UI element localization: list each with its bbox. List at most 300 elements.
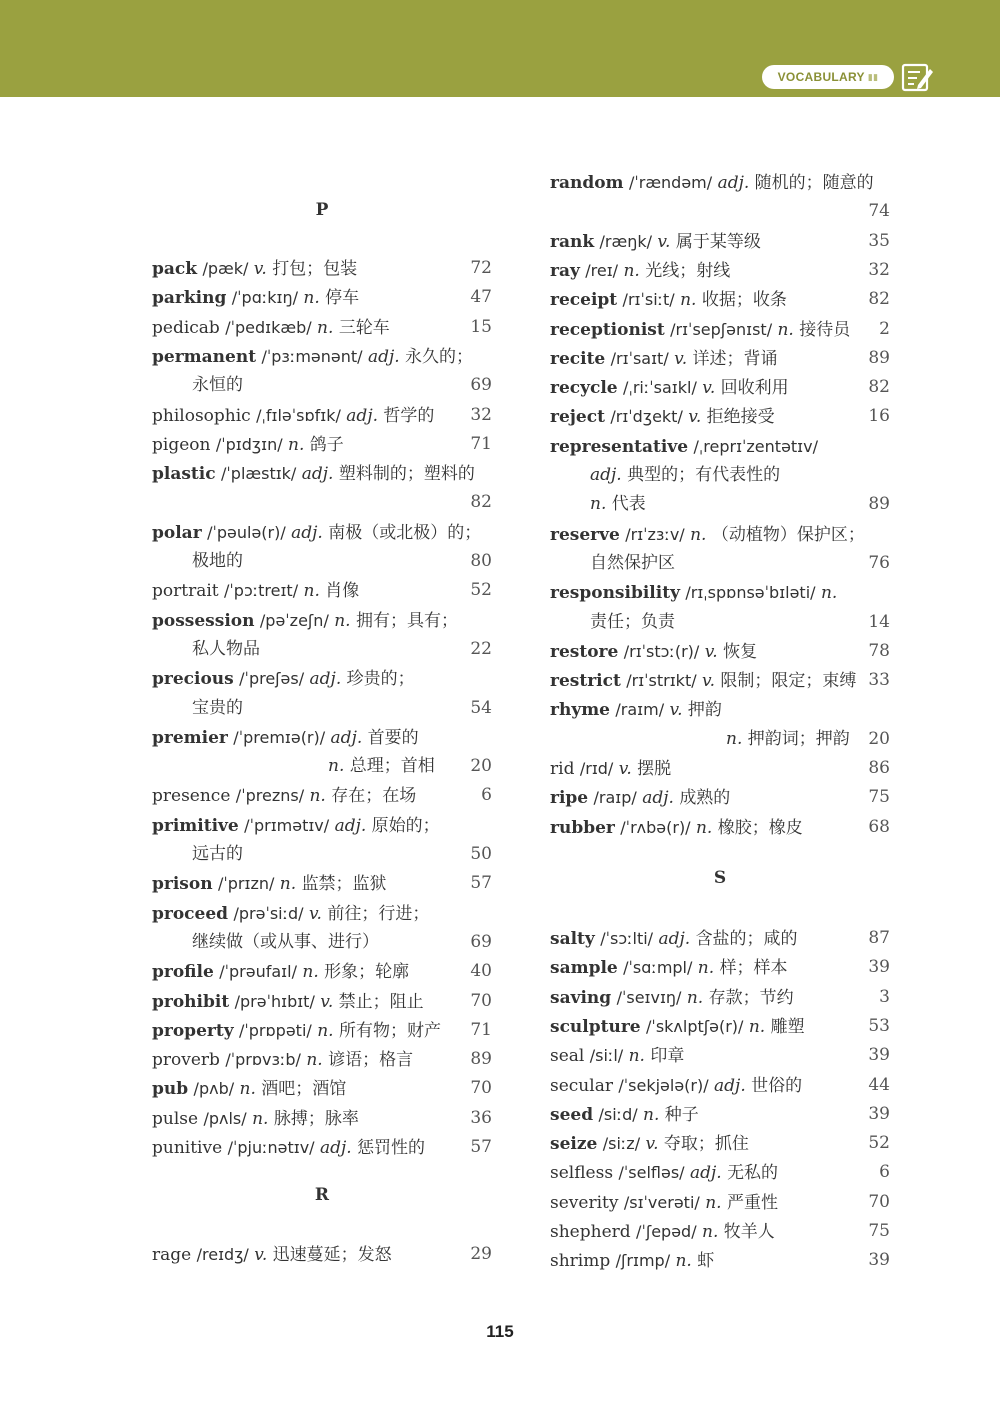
entry-body — [152, 1050, 413, 1070]
page-ref: 82 — [868, 289, 890, 310]
entry-seal — [550, 1041, 890, 1070]
page-ref: 39 — [868, 1250, 890, 1271]
pronunciation: /sɪˈverəti/ — [623, 1192, 700, 1212]
pronunciation: /rɪˈsepʃənɪst/ — [670, 319, 773, 339]
entry-body — [550, 1222, 775, 1242]
headword: shrimp — [550, 1251, 611, 1272]
part-of-speech: n. — [239, 1079, 256, 1100]
entry-body — [550, 437, 818, 457]
pronunciation: /ˈsɔːlti/ — [600, 929, 654, 948]
headword: recite — [550, 348, 606, 369]
headword: presence — [152, 786, 231, 807]
entry-continuation — [550, 608, 890, 637]
headword: portrait — [152, 581, 219, 602]
definition: 属于某等级 — [675, 231, 761, 252]
headword: possession — [152, 610, 255, 631]
pronunciation: /rɪd/ — [579, 759, 614, 778]
definition: 远古的 — [192, 844, 243, 864]
entry-body — [152, 904, 429, 924]
entry-seed — [550, 1100, 890, 1129]
pronunciation: /ˈplæstɪk/ — [221, 464, 297, 484]
part-of-speech: adj. — [346, 405, 378, 426]
entry-sculpture — [550, 1012, 890, 1041]
edit-note-icon[interactable] — [900, 60, 934, 94]
entry-body — [550, 1017, 805, 1037]
entry-body — [152, 844, 243, 864]
headword: rid — [550, 759, 575, 779]
entry-body — [550, 553, 675, 573]
part-of-speech: v. — [320, 991, 334, 1012]
definition: 恢复 — [723, 641, 758, 662]
part-of-speech: v. — [618, 759, 632, 779]
entry-precious — [152, 664, 492, 693]
entry-body — [550, 1134, 749, 1154]
part-of-speech: n. — [623, 260, 640, 281]
headword: prohibit — [152, 991, 230, 1012]
entry-body — [550, 700, 722, 720]
part-of-speech: n. — [317, 1020, 334, 1041]
entry-continuation — [152, 752, 492, 781]
definition: 代表 — [611, 494, 646, 515]
headword: prison — [152, 874, 213, 895]
entry-philosophic — [152, 401, 492, 430]
entry-prison — [152, 869, 492, 898]
part-of-speech: v. — [702, 378, 716, 399]
pronunciation: /ˈpɜːmənənt/ — [261, 346, 363, 366]
definition: 拥有；具有； — [356, 610, 458, 631]
entry-body — [152, 1245, 392, 1265]
part-of-speech: adj. — [367, 346, 400, 367]
part-of-speech: n. — [702, 1222, 719, 1242]
entry-continuation — [152, 488, 492, 517]
section-letter: R — [314, 1185, 330, 1205]
part-of-speech: n. — [820, 583, 838, 604]
pronunciation: /ˈpjuːnətɪv/ — [227, 1138, 315, 1157]
pronunciation: /ʃrɪmp/ — [615, 1251, 671, 1271]
pronunciation: /pʌls/ — [203, 1108, 247, 1128]
page-ref: 47 — [470, 287, 492, 308]
part-of-speech: v. — [308, 903, 322, 924]
headword: severity — [550, 1192, 619, 1213]
definition: 首要的 — [367, 727, 419, 748]
page-ref: 87 — [868, 928, 890, 948]
definition: （动植物）保护区； — [711, 524, 865, 545]
definition: 押韵词；押韵 — [747, 728, 850, 749]
page-ref: 6 — [481, 785, 492, 806]
page-ref: 71 — [470, 1019, 492, 1040]
vocabulary-badge[interactable] — [762, 65, 894, 89]
definition: 光线；射线 — [645, 260, 731, 281]
headword: restore — [550, 641, 619, 662]
entry-proceed — [152, 899, 492, 928]
entry-random — [550, 168, 890, 197]
entry-proverb — [152, 1045, 492, 1074]
entry-body — [152, 786, 416, 806]
headword: proverb — [152, 1050, 220, 1071]
part-of-speech: v. — [669, 700, 683, 721]
headword: receipt — [550, 290, 618, 311]
pronunciation: /ˈʃepəd/ — [636, 1222, 697, 1241]
pronunciation: /rɪˈstrɪkt/ — [626, 671, 697, 691]
page-ref: 35 — [868, 230, 890, 251]
entry-body — [550, 201, 590, 221]
part-of-speech: v. — [674, 348, 688, 369]
page-ref: 75 — [868, 1221, 890, 1241]
part-of-speech: adj. — [309, 669, 342, 690]
entry-pulse — [152, 1104, 492, 1133]
entry-body — [152, 347, 473, 367]
part-of-speech: v. — [254, 1245, 268, 1265]
entry-reserve — [550, 520, 890, 549]
entry-restore — [550, 637, 890, 666]
definition: 拒绝接受 — [706, 407, 775, 428]
headword: philosophic — [152, 405, 251, 426]
page-ref: 82 — [868, 377, 890, 398]
page-ref: 3 — [879, 986, 890, 1007]
entry-body — [550, 465, 780, 485]
pronunciation: /raɪm/ — [615, 700, 665, 720]
entry-recycle — [550, 373, 890, 402]
headword: secular — [550, 1075, 613, 1096]
headword: salty — [550, 929, 595, 949]
page-ref: 6 — [879, 1162, 890, 1183]
definition: 含盐的；咸的 — [695, 929, 798, 949]
entry-selfless — [550, 1158, 890, 1187]
part-of-speech: n. — [306, 1050, 323, 1071]
pronunciation: /ˈrændəm/ — [628, 173, 713, 192]
page-ref: 32 — [470, 404, 492, 425]
page-ref: 72 — [470, 258, 492, 278]
page-ref: 74 — [868, 201, 890, 222]
headword: profile — [152, 962, 214, 983]
definition: 随机的；随意的 — [754, 173, 874, 193]
pronunciation: /reɪdʒ/ — [196, 1245, 249, 1264]
headword: pub — [152, 1079, 189, 1100]
entry-body — [152, 1138, 425, 1158]
entry-secular — [550, 1071, 890, 1100]
definition: 收据；收条 — [701, 290, 787, 311]
entry-profile — [152, 957, 492, 986]
entry-body — [152, 375, 243, 395]
page-ref: 89 — [470, 1049, 492, 1070]
entry-body — [152, 639, 260, 659]
headword: representative — [550, 436, 689, 457]
headword: random — [550, 173, 624, 193]
part-of-speech: n. — [303, 581, 320, 602]
entry-body — [550, 1046, 684, 1066]
part-of-speech: n. — [726, 728, 743, 749]
pronunciation: /ˈpedɪkæb/ — [225, 317, 312, 337]
entry-body — [152, 756, 435, 776]
pronunciation: /rɪˈzɜːv/ — [625, 524, 685, 544]
definition: 三轮车 — [338, 317, 390, 338]
entry-body — [550, 671, 856, 691]
entry-body — [152, 992, 424, 1012]
entry-continuation — [550, 197, 890, 226]
headword: reject — [550, 407, 605, 428]
part-of-speech: v. — [657, 231, 671, 252]
page-ref: 39 — [868, 1045, 890, 1066]
pronunciation: /ˈrʌbə(r)/ — [620, 817, 691, 837]
definition: 世俗的 — [751, 1075, 803, 1096]
pronunciation: /ˈprɪmətɪv/ — [244, 815, 330, 835]
pronunciation: /rɪˈsiːt/ — [622, 290, 675, 310]
pronunciation: /prəˈsiːd/ — [233, 903, 304, 923]
part-of-speech: adj. — [319, 1138, 352, 1158]
part-of-speech: n. — [279, 874, 297, 895]
headword: pulse — [152, 1108, 199, 1129]
entry-body — [550, 759, 671, 779]
definition: 形象；轮廓 — [324, 962, 410, 983]
definition: 回收利用 — [720, 378, 789, 399]
entry-body — [152, 1021, 441, 1041]
part-of-speech: n. — [705, 1192, 722, 1213]
headword: seal — [550, 1046, 585, 1067]
definition: 虾 — [697, 1251, 715, 1272]
entry-responsibility — [550, 578, 890, 607]
page-ref: 89 — [868, 494, 890, 515]
pronunciation: /ˈprɪzn/ — [217, 874, 275, 894]
part-of-speech: v. — [704, 641, 718, 662]
definition: 极地的 — [192, 551, 243, 571]
part-of-speech: n. — [690, 524, 707, 545]
pronunciation: /reɪ/ — [585, 260, 619, 280]
entry-presence — [152, 781, 492, 810]
pronunciation: /ˈseɪvɪŋ/ — [616, 987, 682, 1007]
definition: 鸽子 — [309, 434, 344, 455]
pronunciation: /ræŋk/ — [599, 231, 653, 251]
part-of-speech: n. — [748, 1016, 766, 1037]
pronunciation: /prəˈhɪbɪt/ — [234, 991, 315, 1011]
definition: 印章 — [650, 1046, 685, 1067]
page-ref: 52 — [470, 580, 492, 601]
part-of-speech: v. — [645, 1134, 659, 1155]
entry-body — [152, 492, 192, 512]
part-of-speech: adj. — [658, 929, 691, 949]
entry-body — [550, 1076, 802, 1096]
page-ref: 69 — [470, 375, 492, 396]
entry-restrict — [550, 666, 890, 695]
definition: 样；样本 — [719, 958, 788, 979]
entry-body — [550, 407, 775, 427]
entry-body — [550, 583, 837, 603]
part-of-speech: n. — [590, 494, 607, 515]
page-ref: 44 — [868, 1074, 890, 1095]
pronunciation: /rɪˌspɒnsəˈbɪləti/ — [685, 583, 816, 603]
page-ref: 33 — [868, 670, 890, 691]
headword: shepherd — [550, 1222, 631, 1242]
pronunciation: /ˈpɔːtreɪt/ — [224, 581, 299, 601]
entry-body — [550, 232, 761, 252]
entry-body — [152, 581, 359, 601]
entry-continuation — [152, 547, 492, 576]
pronunciation: /rɪˈstɔː(r)/ — [623, 641, 700, 661]
page-ref: 71 — [470, 433, 492, 454]
pronunciation: /siːd/ — [598, 1104, 638, 1124]
entry-body — [152, 464, 475, 484]
part-of-speech: n. — [628, 1046, 645, 1067]
entry-seize — [550, 1129, 890, 1158]
headword: ray — [550, 260, 580, 281]
entry-premier — [152, 723, 492, 752]
entry-body — [550, 642, 757, 662]
entry-body — [152, 288, 359, 308]
entry-saving — [550, 983, 890, 1012]
entry-body — [550, 958, 788, 978]
pronunciation: /ˈsɑːmpl/ — [623, 958, 693, 978]
part-of-speech: n. — [675, 1251, 692, 1272]
headword: rubber — [550, 817, 615, 838]
definition: 橡胶；橡皮 — [717, 817, 803, 838]
part-of-speech: adj. — [642, 788, 674, 809]
pronunciation: /ˈskʌlptʃə(r)/ — [646, 1016, 744, 1036]
entry-body — [152, 874, 387, 894]
definition: 种子 — [664, 1104, 699, 1125]
entry-body — [152, 669, 415, 689]
entry-rid — [550, 754, 890, 783]
definition: 牧羊人 — [723, 1222, 775, 1242]
part-of-speech: n. — [302, 962, 319, 983]
part-of-speech: n. — [334, 610, 351, 631]
entry-continuation — [550, 490, 890, 519]
pronunciation: /ˈselfləs/ — [618, 1163, 685, 1183]
part-of-speech: n. — [643, 1104, 660, 1125]
entry-body — [152, 932, 379, 952]
entry-ray — [550, 256, 890, 285]
pronunciation: /rɪˈdʒekt/ — [610, 407, 683, 427]
entry-permanent — [152, 342, 492, 371]
section-letter: P — [315, 200, 329, 220]
page-ref: 69 — [470, 931, 492, 952]
page-ref: 50 — [470, 844, 492, 864]
page-ref: 15 — [470, 316, 492, 337]
entry-receipt — [550, 285, 890, 314]
entry-possession — [152, 606, 492, 635]
entry-rubber — [550, 813, 890, 842]
entry-body — [550, 290, 787, 310]
entry-continuation — [152, 694, 492, 723]
part-of-speech: adj. — [717, 173, 750, 193]
page-ref: 52 — [868, 1133, 890, 1154]
section-letter: S — [713, 868, 727, 888]
entry-body — [550, 320, 850, 340]
entry-primitive — [152, 811, 492, 840]
part-of-speech: adj. — [714, 1075, 746, 1096]
page-ref: 75 — [868, 787, 890, 808]
headword: selfless — [550, 1163, 614, 1184]
entry-body — [152, 551, 243, 571]
part-of-speech: v. — [702, 671, 716, 692]
headword: responsibility — [550, 583, 680, 604]
pronunciation: /ˈprezns/ — [235, 786, 305, 806]
entry-salty — [550, 924, 890, 953]
part-of-speech: adj. — [301, 464, 334, 485]
part-of-speech: n. — [303, 288, 320, 309]
definition: 雕塑 — [770, 1016, 805, 1037]
entry-continuation — [152, 840, 492, 869]
header-bar — [0, 0, 1000, 97]
entry-sample — [550, 953, 890, 982]
pronunciation: /ˈprɒvɜːb/ — [225, 1050, 301, 1070]
page-ref: 22 — [470, 638, 492, 659]
entry-body — [152, 1079, 346, 1099]
entry-ripe — [550, 783, 890, 812]
pronunciation: /ˈpreʃəs/ — [239, 669, 305, 689]
definition: 前往；行进； — [327, 903, 430, 924]
page-ref: 78 — [868, 640, 890, 661]
headword: sample — [550, 958, 618, 979]
entry-body — [152, 728, 419, 748]
page-ref: 39 — [868, 1103, 890, 1124]
entry-body — [152, 318, 390, 338]
pronunciation: /ˈprɒpəti/ — [238, 1020, 312, 1040]
pronunciation: /pʌb/ — [193, 1079, 235, 1099]
entry-body — [550, 1105, 699, 1125]
entry-continuation — [152, 635, 492, 664]
entry-body — [152, 611, 458, 631]
definition: 哲学的 — [383, 405, 435, 426]
entry-pack — [152, 254, 492, 283]
entry-representative — [550, 432, 890, 461]
definition: 谚语；格言 — [328, 1050, 414, 1071]
definition: 停车 — [325, 288, 360, 309]
entry-property — [152, 1016, 492, 1045]
definition: 打包；包装 — [272, 259, 358, 279]
entry-body — [550, 1193, 778, 1213]
definition: 摆脱 — [637, 759, 672, 779]
headword: saving — [550, 987, 612, 1008]
entry-body — [152, 435, 344, 455]
part-of-speech: adj. — [334, 815, 367, 836]
definition: 原始的； — [371, 815, 440, 836]
definition: 无私的 — [727, 1163, 779, 1184]
definition: 惩罚性的 — [357, 1138, 426, 1158]
entry-plastic — [152, 459, 492, 488]
part-of-speech: n. — [695, 817, 713, 838]
page-ref: 57 — [470, 873, 492, 894]
pronunciation: /pəˈzeʃn/ — [259, 610, 329, 630]
entry-body — [550, 818, 803, 838]
definition: 存在；在场 — [331, 786, 417, 807]
pronunciation: /ˌfɪləˈsɒfɪk/ — [256, 405, 341, 425]
definition: 私人物品 — [192, 638, 260, 659]
headword: rage — [152, 1245, 192, 1265]
definition: 典型的；有代表性的 — [627, 465, 781, 485]
headword: seed — [550, 1104, 594, 1125]
page-ref: 57 — [470, 1137, 492, 1157]
headword: plastic — [152, 464, 216, 485]
part-of-speech: n. — [686, 987, 704, 1008]
headword: receptionist — [550, 319, 665, 340]
definition: 酒吧；酒馆 — [261, 1079, 347, 1100]
entry-body — [550, 173, 874, 193]
page-ref: 16 — [868, 406, 890, 427]
entry-continuation — [152, 371, 492, 400]
double-bar-icon: ▮▮ — [867, 71, 879, 82]
pronunciation: /siːl/ — [589, 1046, 624, 1066]
page-ref: 86 — [868, 758, 890, 778]
part-of-speech: n. — [309, 786, 326, 807]
headword: rhyme — [550, 700, 610, 721]
entry-continuation — [550, 549, 890, 578]
part-of-speech: adj. — [590, 465, 622, 485]
entry-polar — [152, 518, 492, 547]
entry-body — [152, 523, 481, 543]
headword: premier — [152, 727, 228, 748]
definition: 永恒的 — [192, 375, 243, 396]
page-ref: 70 — [868, 1191, 890, 1212]
definition: 自然保护区 — [590, 552, 675, 573]
